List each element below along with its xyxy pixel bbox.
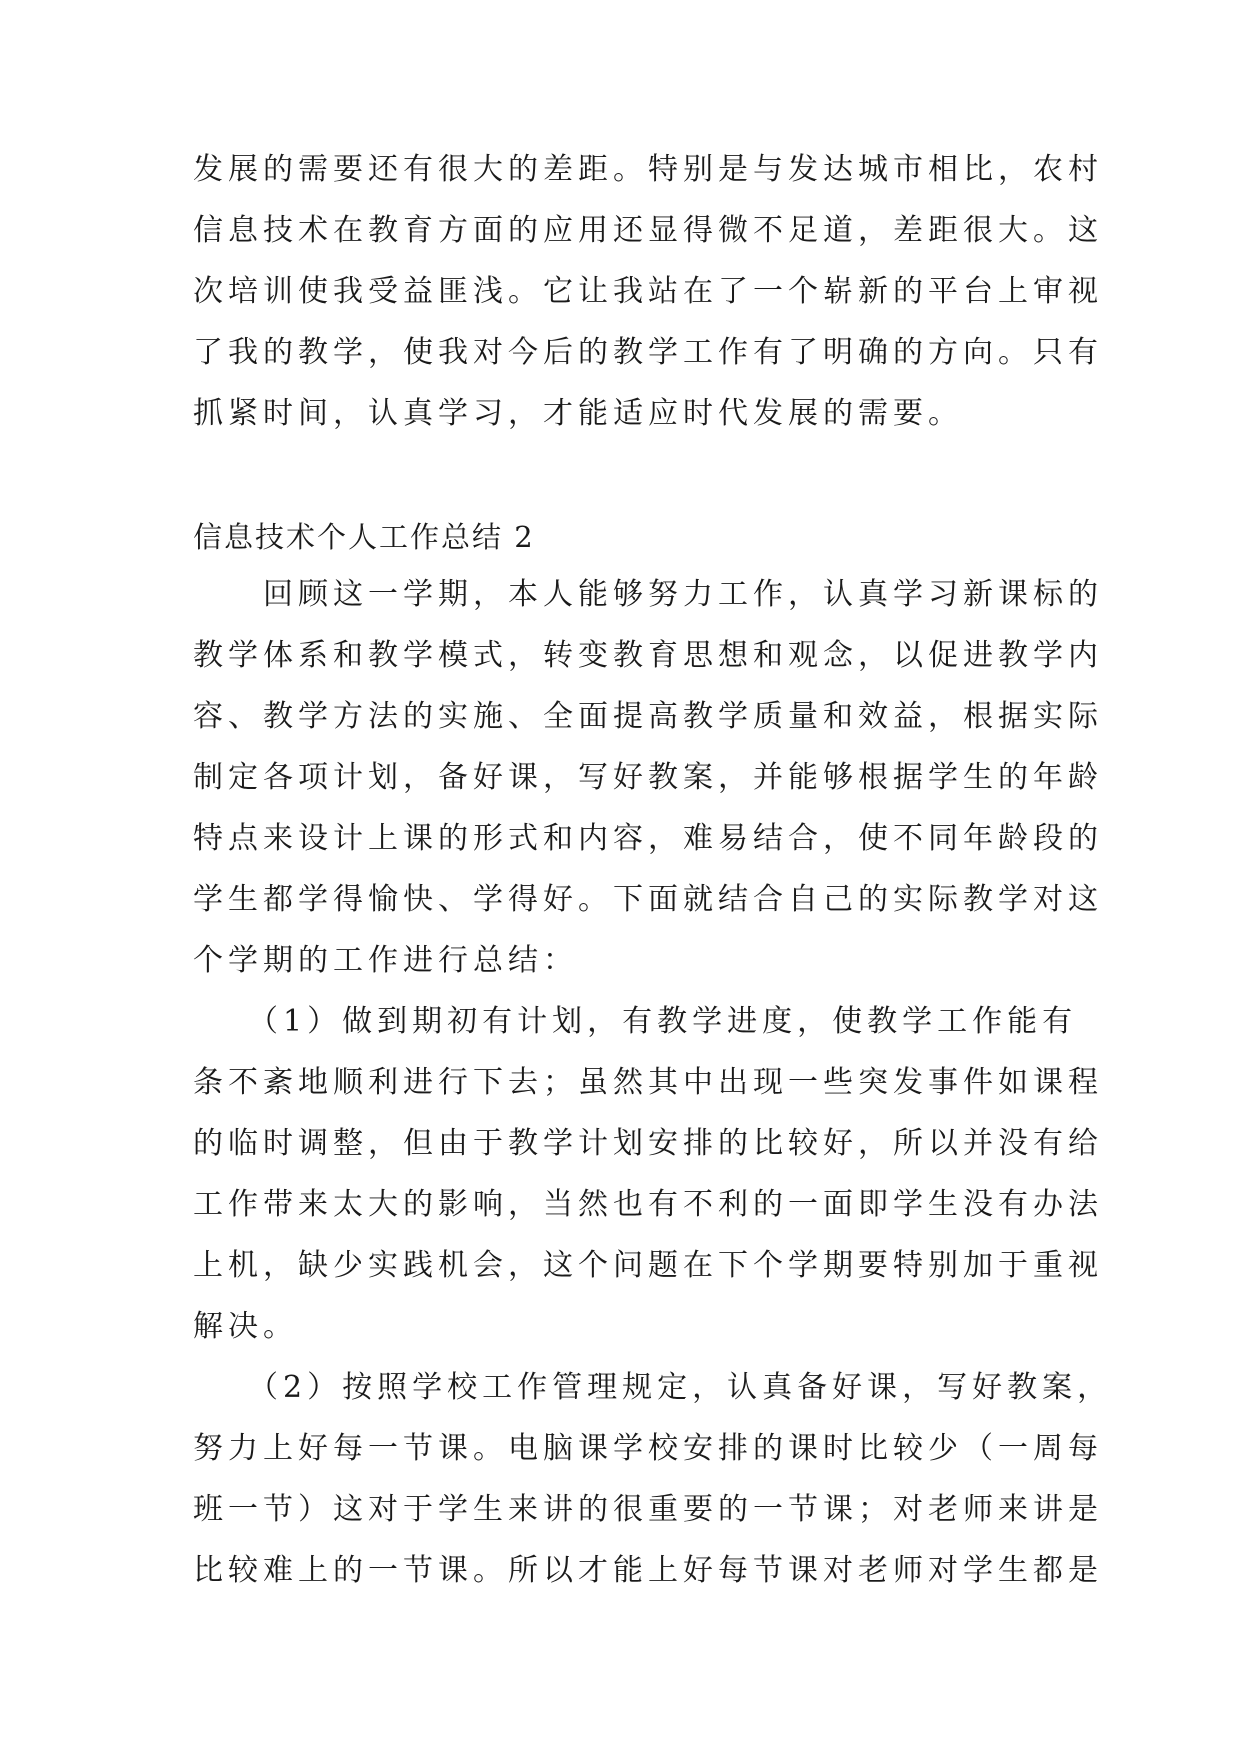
text-line: 工作带来太大的影响，当然也有不利的一面即学生没有办法 [193, 1187, 1103, 1222]
section-title: 信息技术个人工作总结 2 [193, 520, 535, 554]
text-line: 的临时调整，但由于教学计划安排的比较好，所以并没有给 [193, 1126, 1103, 1161]
text-line: 努力上好每一节课。电脑课学校安排的课时比较少（一周每 [193, 1431, 1103, 1466]
intro-paragraph [193, 139, 1103, 444]
summary-body [193, 564, 1113, 1601]
text-line: 容、教学方法的实施、全面提高教学质量和效益，根据实际 [193, 699, 1103, 734]
text-line: （2）按照学校工作管理规定，认真备好课，写好教案， [193, 1370, 1113, 1405]
text-line: 学生都学得愉快、学得好。下面就结合自己的实际教学对这 [193, 882, 1103, 917]
text-line: （1）做到期初有计划，有教学进度，使教学工作能有 [193, 1004, 1078, 1039]
text-line: 回顾这一学期，本人能够努力工作，认真学习新课标的 [193, 577, 1103, 612]
text-line: 比较难上的一节课。所以才能上好每节课对老师对学生都是 [193, 1553, 1103, 1588]
text-line: 上机，缺少实践机会，这个问题在下个学期要特别加于重视 [193, 1248, 1103, 1283]
text-line: 抓紧时间，认真学习，才能适应时代发展的需要。 [193, 396, 963, 431]
text-line: 特点来设计上课的形式和内容，难易结合，使不同年龄段的 [193, 821, 1103, 856]
text-line: 教学体系和教学模式，转变教育思想和观念，以促进教学内 [193, 638, 1103, 673]
text-line: 发展的需要还有很大的差距。特别是与发达城市相比，农村 [193, 152, 1103, 187]
text-line: 制定各项计划，备好课，写好教案，并能够根据学生的年龄 [193, 760, 1103, 795]
text-line: 了我的教学，使我对今后的教学工作有了明确的方向。只有 [193, 335, 1103, 370]
text-line: 班一节）这对于学生来讲的很重要的一节课；对老师来讲是 [193, 1492, 1103, 1527]
text-line: 条不紊地顺利进行下去；虽然其中出现一些突发事件如课程 [193, 1065, 1103, 1100]
text-line: 解决。 [193, 1309, 298, 1344]
text-line: 信息技术在教育方面的应用还显得微不足道，差距很大。这 [193, 213, 1103, 248]
text-line: 次培训使我受益匪浅。它让我站在了一个崭新的平台上审视 [193, 274, 1103, 309]
text-line: 个学期的工作进行总结： [193, 943, 578, 978]
